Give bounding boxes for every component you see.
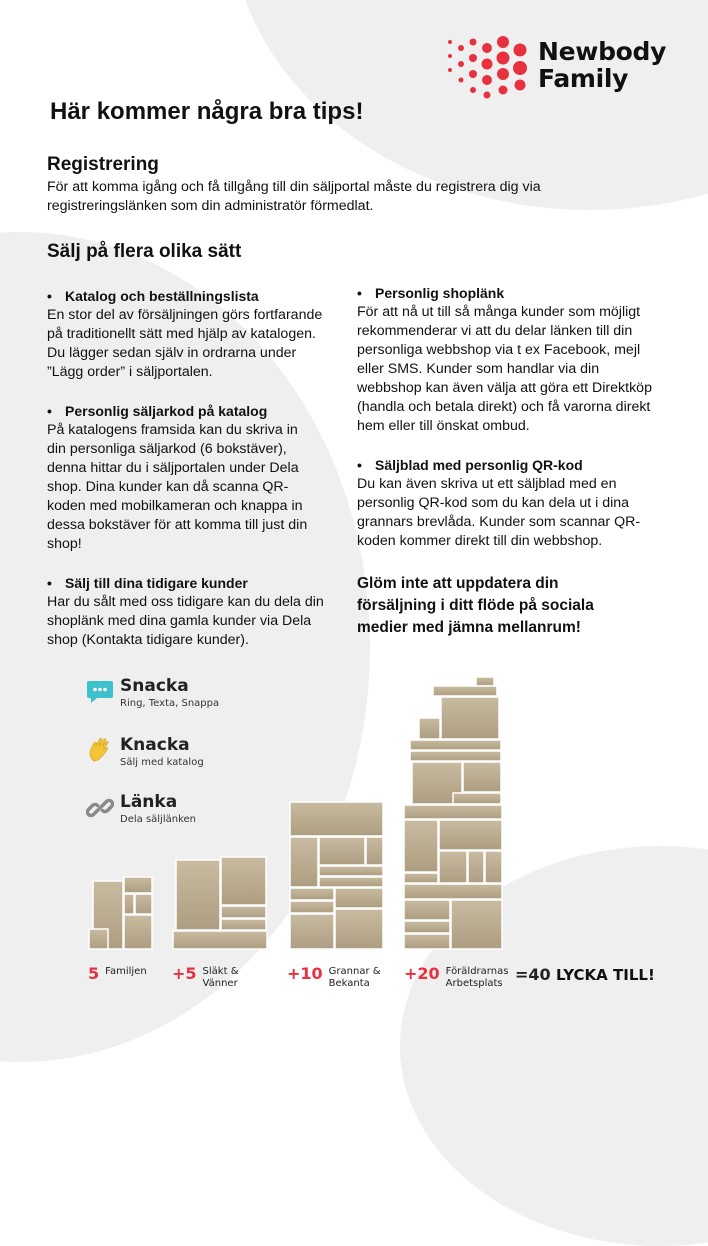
waving-hand-icon <box>86 737 114 765</box>
level-number: +10 <box>287 964 323 983</box>
tip-body: På katalogens framsida kan du skriva in din personliga säljarkod (6 bokstäver), denna hittar du i säljportalen under Dela shop. Dina kunder kan då scanna QR-koden med mobilkameran och knappa in dessa bokstäver för att komma till just din shop! <box>47 422 308 552</box>
level-label: Släkt & Vänner <box>202 966 239 989</box>
logo-wordmark <box>538 38 666 92</box>
method-title: Länka <box>120 792 178 812</box>
tip-title: • Personlig säljarkod på katalog <box>47 402 332 421</box>
tip-body: Har du sålt med oss tidigare kan du dela din shoplänk med dina gamla kunder via Dela shop (Kontakta tidigare kunder). <box>47 594 324 648</box>
tip-body: Du kan även skriva ut ett säljblad med en personlig QR-kod som du kan dela ut i dina grannars brevlåda. Kunder som scannar QR-koden kommer direkt till din webbshop. <box>357 476 641 549</box>
registration-text: För att komma igång och få tillgång till din säljportal måste du registrera dig via registreringslänken som din administratör förmedlat. <box>47 179 541 214</box>
method-subtitle: Sälj med katalog <box>120 757 204 768</box>
level-neighbours <box>287 964 381 990</box>
link-icon <box>86 794 114 822</box>
level-workplace <box>404 964 508 990</box>
logo-dots-icon <box>446 32 536 102</box>
tip-body: En stor del av försäljningen görs fortfarande på traditionellt sätt med hjälp av katalogen. Du lägger sedan själv in ordrarna under ”Lägg order” i säljportalen. <box>47 307 323 380</box>
tip-shop-link <box>357 284 665 436</box>
background-shape-bottom-right <box>400 846 708 1246</box>
tip-catalog <box>47 287 332 382</box>
newbody-family-logo <box>446 32 676 102</box>
method-title: Snacka <box>120 676 189 696</box>
method-title: Knacka <box>120 735 190 755</box>
tip-title: • Säljblad med personlig QR-kod <box>357 456 665 475</box>
method-subtitle: Ring, Texta, Snappa <box>120 698 220 709</box>
left-tips-column <box>47 287 332 670</box>
tip-seller-code <box>47 402 332 554</box>
level-number: 5 <box>88 964 100 983</box>
page-title: Här kommer några bra tips! <box>50 98 364 125</box>
level-family <box>88 964 147 983</box>
tip-previous-customers <box>47 574 332 650</box>
good-luck-text: LYCKA TILL! <box>556 966 655 984</box>
registration-title: Registrering <box>47 154 159 175</box>
level-number: +5 <box>172 964 197 983</box>
chat-bubble-icon <box>86 678 114 706</box>
level-label: Grannar & Bekanta <box>328 966 381 989</box>
tip-title: • Sälj till dina tidigare kunder <box>47 574 332 593</box>
level-number: +20 <box>404 964 440 983</box>
tip-body: För att nå ut till så många kunder som möjligt rekommenderar vi att du delar länken till din personliga webbshop via t ex Facebook, mejl eller SMS. Kunder som handlar via din webbshop kan även välja att göra ett Direktköp (handla och betala direkt) och få varorna direkt hem eller till önskat ombud. <box>357 304 652 434</box>
right-tips-column <box>357 284 665 571</box>
method-subtitle: Dela säljlänken <box>120 814 197 825</box>
level-label: Föräldrarnas Arbetsplats <box>445 966 509 989</box>
logo-line2: Family <box>538 64 629 93</box>
tip-qr-sheet <box>357 456 665 551</box>
tip-title: • Katalog och beställningslista <box>47 287 332 306</box>
sell-title: Sälj på flera olika sätt <box>47 241 242 262</box>
level-relatives <box>172 964 239 990</box>
tip-title: • Personlig shoplänk <box>357 284 665 303</box>
social-media-reminder: Glöm inte att uppdatera din försäljning i ditt flöde på sociala medier med jämna mellanrum! <box>357 575 594 636</box>
total-count: =40 <box>515 965 551 984</box>
logo-line1: Newbody <box>538 37 667 66</box>
level-label: Familjen <box>105 966 147 977</box>
